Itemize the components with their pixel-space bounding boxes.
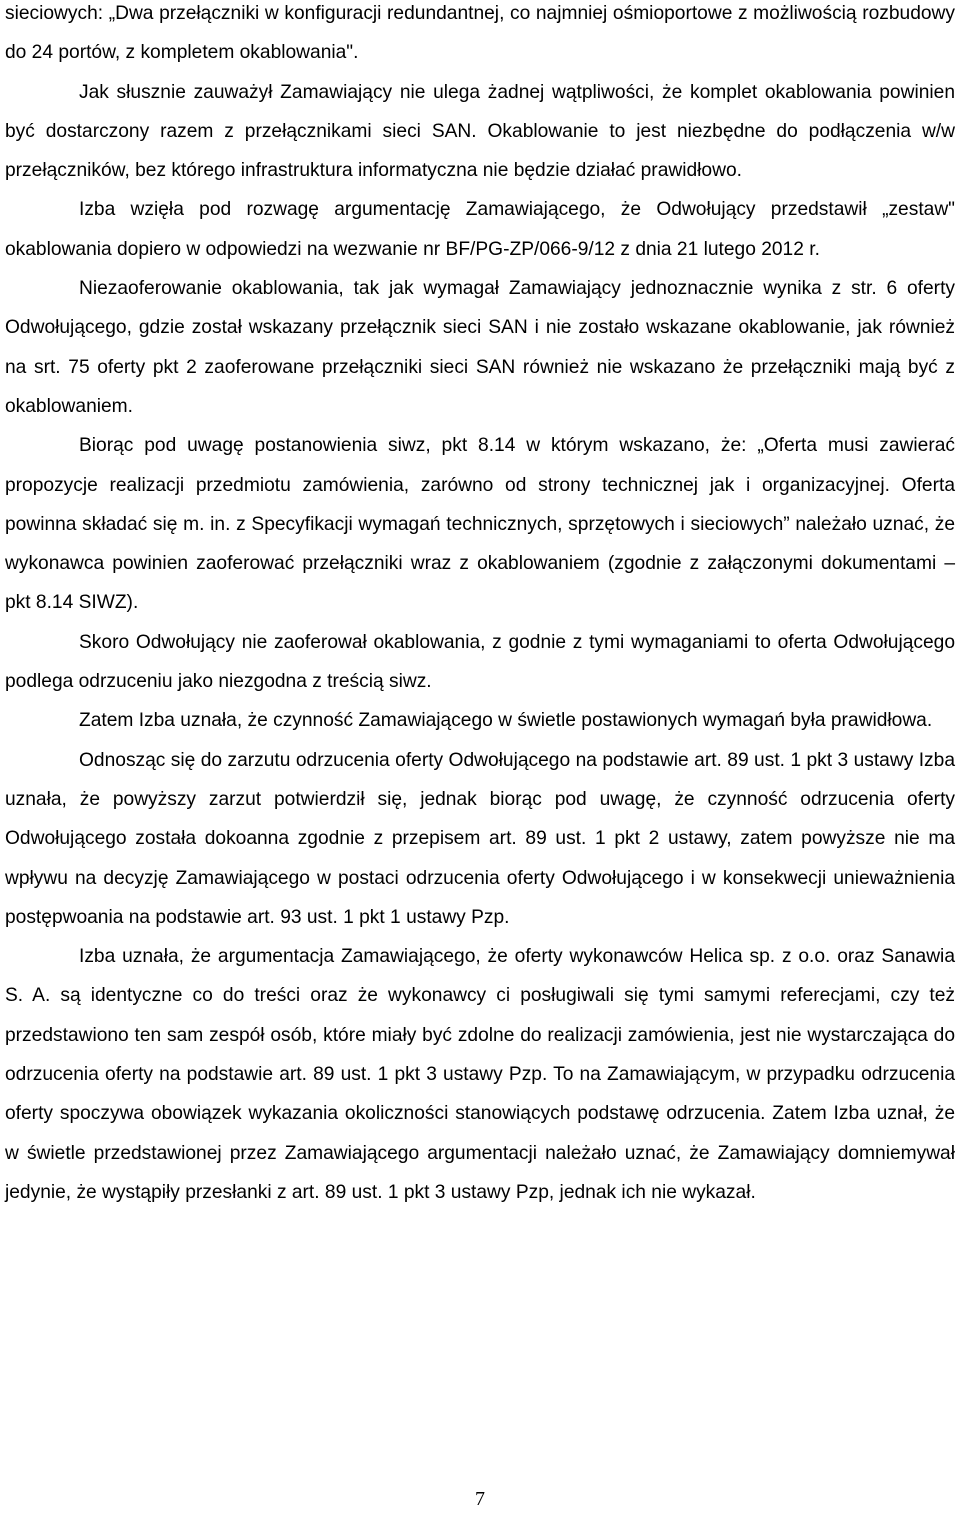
paragraph: Izba uznała, że argumentacja Zamawiającego, że oferty wykonawców Helica sp. z o.o. oraz Sanawia S. A. są identyczne co do treści oraz że wykonawcy ci posługiwali się tymi samymi referecjami, czy też przedstawiono ten sam zespół osób, które miały być zdolne do realizacji zamówienia, jest nie wystarczająca do odrzucenia oferty na podstawie art. 89 ust. 1 pkt 3 ustawy Pzp. To na Zamawiającym, w przypadku odrzucenia oferty spoczywa obowiązek wykazania okoliczności stanowiących podstawę odrzucenia. Zatem Izba uznał, że w świetle przedstawionej przez Zamawiającego argumentacji należało uznać, że Zamawiający domniemywał jedynie, że wystąpiły przesłanki z art. 89 ust. 1 pkt 3 ustawy Pzp, jednak ich nie wykazał. (5, 946, 955, 1203)
paragraph: Skoro Odwołujący nie zaoferował okablowania, z godnie z tymi wymaganiami to oferta Odwołującego podlega odrzuceniu jako niezgodna z treścią siwz. (5, 631, 955, 693)
paragraph-continuation: sieciowych: „Dwa przełączniki w konfiguracji redundantnej, co najmniej ośmioportowe z możliwością rozbudowy do 24 portów, z kompletem okablowania". (5, 3, 955, 64)
page-number: 7 (475, 1488, 485, 1510)
paragraph: Izba wzięła pod rozwagę argumentację Zamawiającego, że Odwołujący przedstawił „zestaw" okablowania dopiero w odpowiedzi na wezwanie nr BF/PG-ZP/066-9/12 z dnia 21 lutego 2012 r. (5, 199, 955, 260)
paragraph: Zatem Izba uznała, że czynność Zamawiającego w świetle postawionych wymagań była prawidłowa. (79, 710, 933, 732)
paragraph: Biorąc pod uwagę postanowienia siwz, pkt 8.14 w którym wskazano, że: „Oferta musi zawierać propozycje realizacji przedmiotu zamówienia, zarówno od strony technicznej jak i organizacyjnej. Oferta powinna składać się m. in. z Specyfikacji wymagań technicznych, sprzętowych i sieciowych” należało uznać, że wykonawca powinien zaoferować przełączniki wraz z okablowaniem (zgodnie z załączonymi dokumentami – pkt 8.14 SIWZ). (5, 435, 955, 614)
document-body (5, 0, 955, 1212)
paragraph: Jak słusznie zauważył Zamawiający nie ulega żadnej wątpliwości, że komplet okablowania powinien być dostarczony razem z przełącznikami sieci SAN. Okablowanie to jest niezbędne do podłączenia w/w przełączników, bez którego infrastruktura informatyczna nie będzie działać prawidłowo. (5, 81, 955, 182)
document-page (5, 0, 955, 1513)
paragraph: Odnosząc się do zarzutu odrzucenia oferty Odwołującego na podstawie art. 89 ust. 1 pkt 3 ustawy Izba uznała, że powyższy zarzut potwierdził się, jednak biorąc pod uwagę, że czynność odrzucenia oferty Odwołującego została dokoanna zgodnie z przepisem art. 89 ust. 1 pkt 2 ustawy, zatem powyższe nie ma wpływu na decyzję Zamawiającego w postaci odrzucenia oferty Odwołującego i w konsekwecji unieważnienia postępwoania na podstawie art. 93 ust. 1 pkt 1 ustawy Pzp. (5, 749, 955, 928)
paragraph: Niezaoferowanie okablowania, tak jak wymagał Zamawiający jednoznacznie wynika z str. 6 oferty Odwołującego, gdzie został wskazany przełącznik sieci SAN i nie zostało wskazane okablowanie, jak również na srt. 75 oferty pkt 2 zaoferowane przełączniki sieci SAN również nie wskazano że przełączniki mają być z okablowaniem. (5, 278, 955, 417)
